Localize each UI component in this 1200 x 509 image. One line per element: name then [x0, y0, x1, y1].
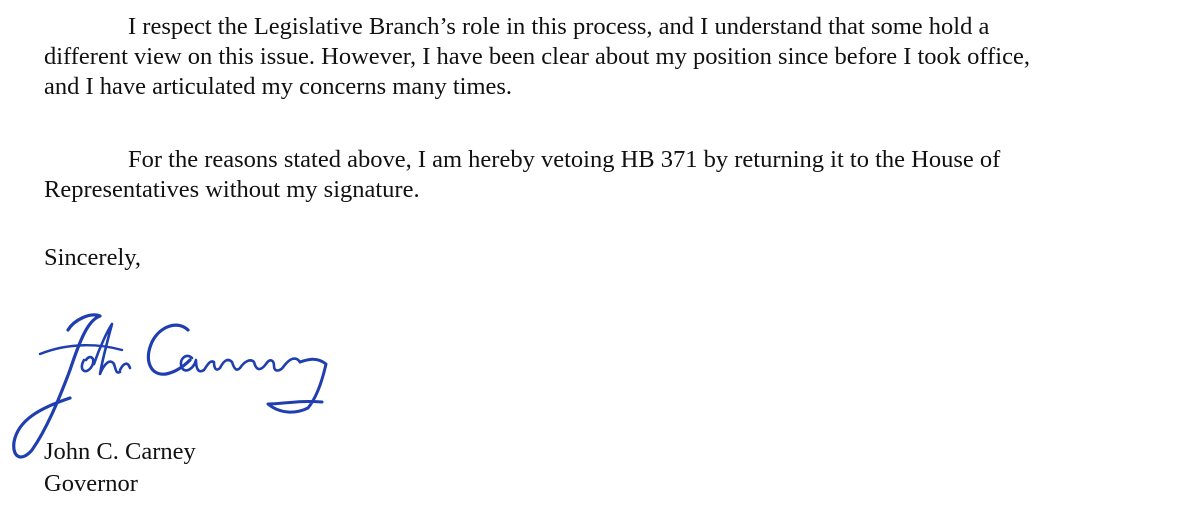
paragraph-line: Representatives without my signature. — [44, 176, 420, 203]
signer-name: John C. Carney — [44, 438, 196, 465]
signer-title: Governor — [44, 470, 138, 497]
paragraph-line: For the reasons stated above, I am hereby vetoing HB 371 by returning it to the House of — [128, 146, 1001, 173]
closing-salutation: Sincerely, — [44, 244, 142, 271]
paragraph-line: I respect the Legislative Branch’s role in this process, and I understand that some hold a — [128, 13, 990, 40]
paragraph-veto-statement — [44, 145, 1184, 205]
paragraph-respect-legislative-branch — [44, 12, 1184, 102]
paragraph-line: different view on this issue. However, I have been clear about my position since before I took office, — [44, 43, 1030, 70]
paragraph-line: and I have articulated my concerns many times. — [44, 73, 513, 100]
